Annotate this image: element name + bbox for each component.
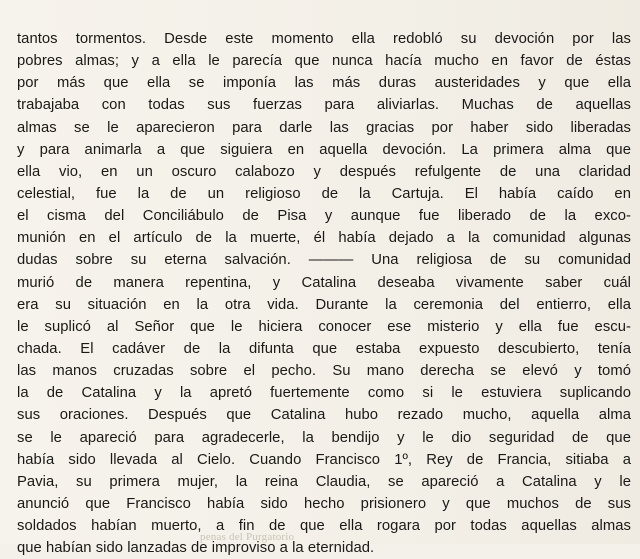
text-line-14: le suplicó al Señor que le hiciera conocer ese misterio y ella fue escu- [17,318,631,335]
text-line-23: soldados habían muerto, a fin de que ella rogara por todas aquellas almas [17,518,631,535]
text-line-18: sus oraciones. Después que Catalina hubo rezado mucho, aquella alma [17,407,631,424]
text-line-15: chada. El cadáver de la difunta que estaba expuesto descubierto, tenía [17,340,631,357]
paragraph-text [17,28,631,559]
text-line-1: tantos tormentos. Desde este momento ella redobló su devoción por las [17,31,631,47]
text-line-24: que habían sido lanzadas de improviso a la eternidad. [17,540,375,557]
text-line-8: celestial, fue la de un religioso de la Cartuja. El había caído en [17,185,631,202]
text-line-10: munión en el artículo de la muerte, él había dejado a la comunidad algunas [17,230,631,247]
text-line-21: Pavia, su primera mujer, la reina Claudia, se apareció a Catalina y le [17,473,631,490]
text-line-22: anunció que Francisco había sido hecho prisionero y que muchos de sus [17,495,631,512]
text-line-6: y para animarla a que siguiera en aquella devoción. La primera alma que [17,141,631,158]
text-line-2: pobres almas; y a ella le parecía que nunca hacía mucho en favor de éstas [17,53,631,70]
text-line-11: dudas sobre su eterna salvación. ——— Una religiosa de su comunidad [17,252,631,269]
text-line-20: había sido llevada al Cielo. Cuando Francisco 1º, Rey de Francia, sitiaba a [17,451,631,468]
text-line-3: por más que ella se imponía las más duras austeridades y que ella [17,75,631,92]
text-line-7: ella vio, en un oscuro calabozo y después refulgente de una claridad [17,163,631,180]
text-line-13: era su situación en la otra vida. Durante la ceremonia del entierro, ella [17,296,631,313]
text-line-4: trabajaba con todas sus fuerzas para aliviarlas. Muchas de aquellas [17,97,631,114]
text-line-19: se le apareció para agradecerle, la bendijo y le dio seguridad de que [17,429,631,446]
text-line-17: la de Catalina y la apretó fuertemente como si le estuviera suplicando [17,385,631,402]
bleed-through-text: penas del Purgatorio [200,531,295,543]
text-line-5: almas se le aparecieron para darle las gracias por haber sido liberadas [17,119,631,136]
text-line-9: el cisma del Conciliábulo de Pisa y aunque fue liberado de la exco- [17,208,631,225]
text-line-12: murió de manera repentina, y Catalina deseaba vivamente saber cuál [17,274,631,291]
text-line-16: las manos cruzadas sobre el pecho. Su mano derecha se elevó y tomó [17,363,631,380]
